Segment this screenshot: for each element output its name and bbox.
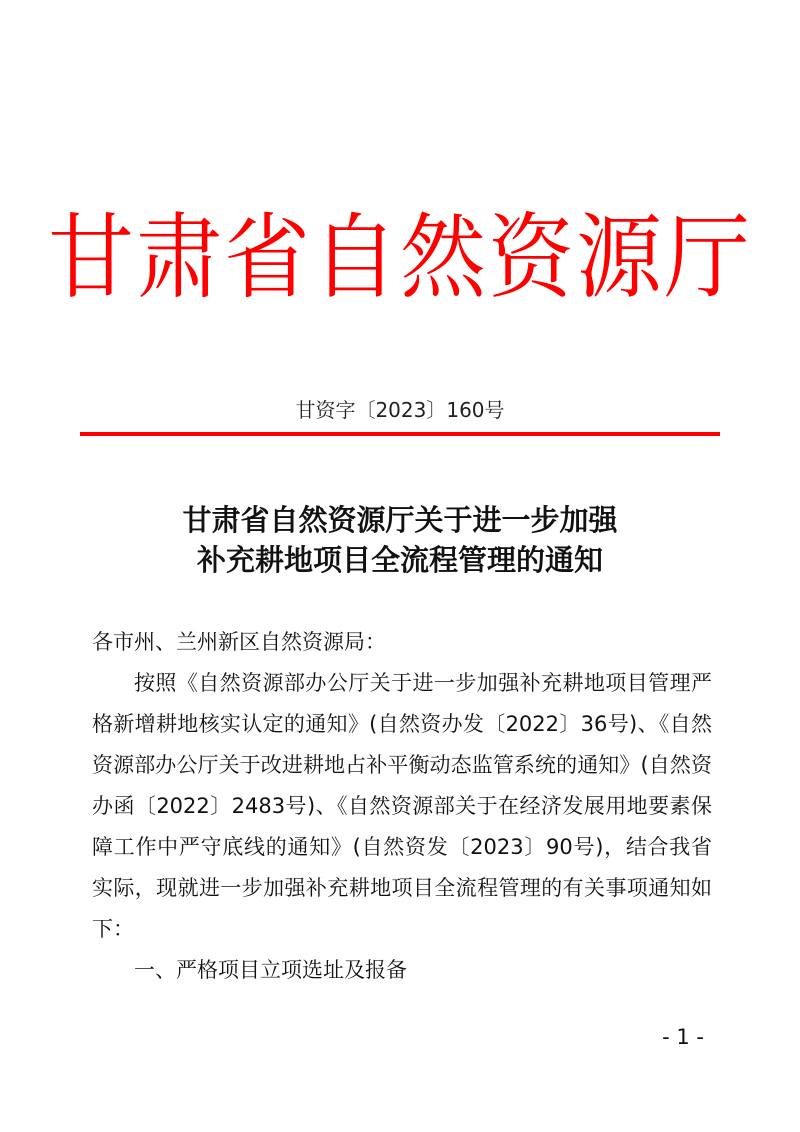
red-divider-line xyxy=(80,432,720,436)
notice-title-line-1: 甘肃省自然资源厅关于进一步加强 xyxy=(182,503,618,537)
notice-title xyxy=(0,500,800,580)
paragraph-1: 按照《自然资源部办公厅关于进一步加强补充耕地项目管理严格新增耕地核实认定的通知》(自然资办发〔2022〕36号)、《自然资源部办公厅关于改进耕地占补平衡动态监管系统的通知》(自然资办函〔2022〕2483号)、《自然资源部关于在经济发展用地要素保障工作中严守底线的通知》(自然资发〔2023〕90号)，结合我省实际，现就进一步加强补充耕地项目全流程管理的有关事项通知如下： xyxy=(92,671,712,941)
document-number: 甘资字〔2023〕160号 xyxy=(295,398,505,422)
page-number: - 1 - xyxy=(662,1025,704,1049)
addressee: 各市州、兰州新区自然资源局： xyxy=(92,630,386,654)
notice-title-line-2: 补充耕地项目全流程管理的通知 xyxy=(196,543,603,577)
section-1-heading: 一、严格项目立项选址及报备 xyxy=(134,958,407,982)
masthead-title: 甘肃省自然资源厅 xyxy=(48,204,752,312)
notice-body xyxy=(92,622,712,991)
